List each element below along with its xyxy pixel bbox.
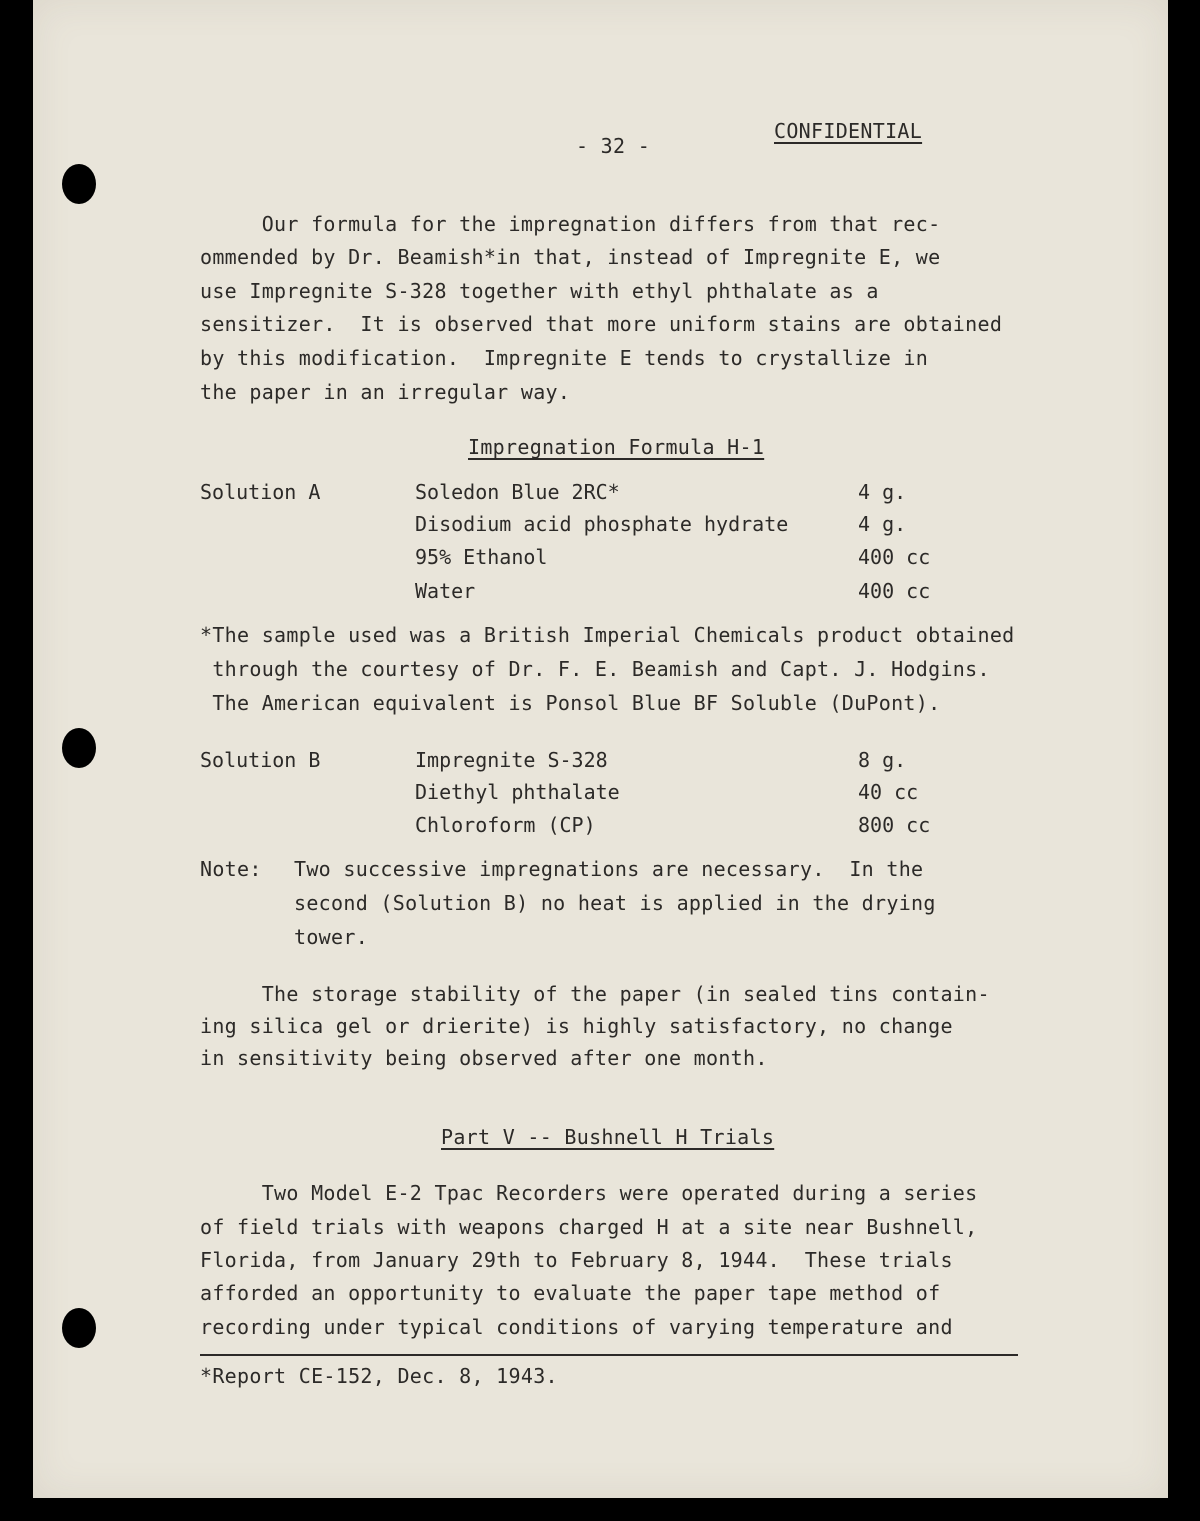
ingredient-name: Diethyl phthalate <box>415 780 620 804</box>
footnote-divider <box>200 1354 1018 1356</box>
paragraph-line: Our formula for the impregnation differs from that rec- <box>200 212 941 236</box>
punch-hole-top <box>62 164 96 204</box>
note-line: tower. <box>294 925 369 949</box>
ingredient-name: Water <box>415 579 476 603</box>
ingredient-amount: 4 g. <box>858 512 907 536</box>
ingredient-name: Chloroform (CP) <box>415 813 596 837</box>
ingredient-amount: 400 cc <box>858 579 931 603</box>
note-line: second (Solution B) no heat is applied in the drying <box>294 891 936 915</box>
paragraph-line: Florida, from January 29th to February 8, 1944. These trials <box>200 1248 953 1272</box>
paragraph-line: ommended by Dr. Beamish*in that, instead of Impregnite E, we <box>200 245 941 269</box>
paragraph-line: The storage stability of the paper (in sealed tins contain- <box>200 982 990 1006</box>
paragraph-line: afforded an opportunity to evaluate the paper tape method of <box>200 1281 941 1305</box>
ingredient-amount: 8 g. <box>858 748 907 772</box>
punch-hole-bottom <box>62 1308 96 1348</box>
solution-b-label: Solution B <box>200 748 321 772</box>
ingredient-amount: 4 g. <box>858 480 907 504</box>
paragraph-line: by this modification. Impregnite E tends to crystallize in <box>200 346 929 370</box>
note-line: *The sample used was a British Imperial Chemicals product obtained <box>200 623 1015 647</box>
solution-a-label: Solution A <box>200 480 321 504</box>
classification-label: CONFIDENTIAL <box>774 119 923 143</box>
paragraph-line: use Impregnite S-328 together with ethyl phthalate as a <box>200 279 879 303</box>
paragraph-line: recording under typical conditions of varying temperature and <box>200 1315 953 1339</box>
punch-hole-middle <box>62 728 96 768</box>
ingredient-name: Soledon Blue 2RC* <box>415 480 620 504</box>
ingredient-amount: 400 cc <box>858 545 931 569</box>
paragraph-line: ing silica gel or drierite) is highly satisfactory, no change <box>200 1014 953 1038</box>
section-title: Part V -- Bushnell H Trials <box>441 1125 775 1149</box>
ingredient-name: Impregnite S-328 <box>415 748 608 772</box>
paragraph-line: in sensitivity being observed after one month. <box>200 1046 768 1070</box>
paragraph-line: sensitizer. It is observed that more uniform stains are obtained <box>200 312 1003 336</box>
note-line: The American equivalent is Ponsol Blue BF Soluble (DuPont). <box>200 691 941 715</box>
page-number: - 32 - <box>576 134 651 158</box>
paragraph-line: the paper in an irregular way. <box>200 380 571 404</box>
note-label: Note: <box>200 857 262 881</box>
note-line: Two successive impregnations are necessary. In the <box>294 857 924 881</box>
ingredient-name: Disodium acid phosphate hydrate <box>415 512 789 536</box>
ingredient-amount: 40 cc <box>858 780 919 804</box>
formula-title: Impregnation Formula H-1 <box>468 435 765 459</box>
page-footnote: *Report CE-152, Dec. 8, 1943. <box>200 1364 558 1388</box>
ingredient-amount: 800 cc <box>858 813 931 837</box>
paragraph-line: of field trials with weapons charged H at a site near Bushnell, <box>200 1215 978 1239</box>
paragraph-line: Two Model E-2 Tpac Recorders were operated during a series <box>200 1181 978 1205</box>
note-line: through the courtesy of Dr. F. E. Beamish and Capt. J. Hodgins. <box>200 657 990 681</box>
ingredient-name: 95% Ethanol <box>415 545 548 569</box>
